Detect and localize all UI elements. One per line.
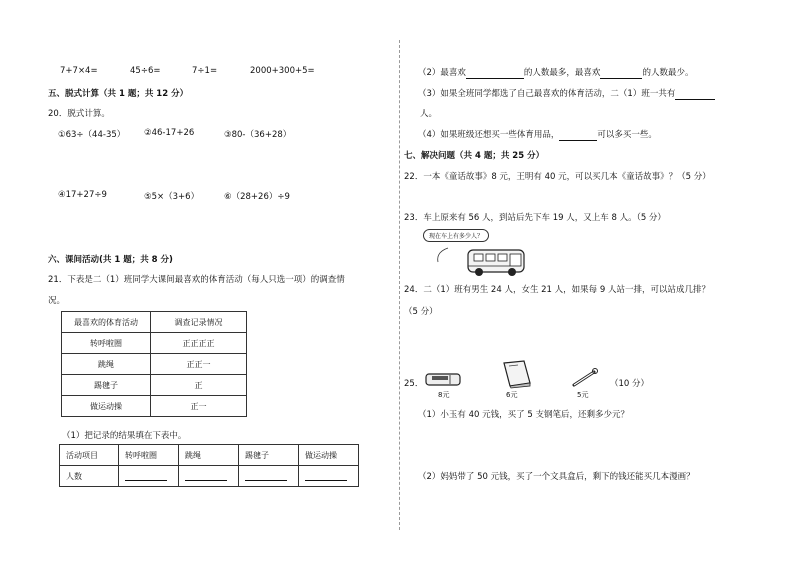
table-row — [62, 375, 247, 396]
q24-text-line1: 24．二（1）班有男生 24 人，女生 21 人，如果每 9 人站一排，可以站成几排？ — [404, 285, 710, 295]
table-header-cell: 做运动操 — [299, 445, 359, 466]
pencil-case-icon — [424, 369, 464, 389]
q21-sub4 — [418, 128, 657, 141]
table-header-cell: 调查记录情况 — [151, 312, 247, 333]
table-header-cell: 跳绳 — [179, 445, 239, 466]
column-divider — [399, 40, 400, 530]
table-cell: 做运动操 — [62, 396, 151, 417]
q21-sub3-text: （3）如果全班同学都选了自己最喜欢的体育活动，二（1）班一共有 — [418, 89, 676, 99]
q24-text-line2: （5 分） — [404, 307, 438, 317]
q25-label: 25． — [404, 379, 424, 389]
bus-icon — [432, 240, 542, 280]
table-cell: 正正正正 — [151, 333, 247, 354]
q21-sub2 — [418, 66, 693, 79]
table-header-cell: 最喜欢的体育活动 — [62, 312, 151, 333]
q21-sub2-text: 的人数最多，最喜欢 — [523, 68, 601, 78]
table-cell: 跳绳 — [62, 354, 151, 375]
q21-sub3 — [418, 87, 715, 100]
table-row — [62, 354, 247, 375]
answer-blank[interactable] — [466, 68, 524, 79]
q20-expr-2: ②46-17+26 — [144, 128, 195, 138]
q21-sub3-unit: 人。 — [420, 109, 438, 119]
section-6-title: 六、课间活动(共 1 题；共 8 分) — [48, 255, 173, 265]
q20-label: 20．脱式计算。 — [48, 109, 110, 119]
q22-text: 22．一本《童话故事》8 元，王明有 40 元，可以买几本《童话故事》？（5 分） — [404, 172, 711, 182]
comic-book-icon — [500, 359, 534, 389]
table-cell: 正 — [151, 375, 247, 396]
table-row — [62, 396, 247, 417]
table-header-row — [60, 445, 359, 466]
result-table — [59, 444, 359, 487]
calc-item-2: 45÷6= — [130, 66, 161, 76]
q20-expr-1: ①63÷（44-35） — [58, 130, 126, 140]
q21-text-line1: 21．下表是二（1）班同学大课间最喜欢的体育活动（每人只选一项）的调查情 — [48, 275, 345, 285]
q20-expr-3: ③80-（36+28） — [224, 130, 292, 140]
q25-sub2-text: （2）妈妈带了 50 元钱，买了一个文具盒后，剩下的钱还能买几本漫画？ — [418, 472, 695, 482]
q21-sub4-text: （4）如果班级还想买一些体育用品， — [418, 130, 560, 140]
q21-text-line2: 况。 — [48, 296, 66, 306]
table-header-row — [62, 312, 247, 333]
table-header-cell: 转呼啦圈 — [119, 445, 179, 466]
q20-expr-4: ④17+27÷9 — [58, 190, 107, 200]
q21-sub4-text: 可以多买一些。 — [597, 130, 657, 140]
calc-item-4: 2000+300+5= — [250, 66, 315, 76]
price-pencil-case: 8元 — [438, 391, 450, 399]
table-cell: 正一 — [151, 396, 247, 417]
table-row — [60, 466, 359, 487]
answer-blank[interactable] — [600, 68, 642, 79]
answer-blank[interactable] — [675, 89, 715, 100]
pen-icon — [570, 367, 600, 389]
price-comic-book: 6元 — [506, 391, 518, 399]
answer-blank[interactable] — [299, 466, 359, 487]
q25-sub1-text: （1）小玉有 40 元钱，买了 5 支钢笔后，还剩多少元？ — [418, 410, 629, 420]
table-cell: 转呼啦圈 — [62, 333, 151, 354]
table-header-cell: 踢毽子 — [239, 445, 299, 466]
speech-bubble-text: 现在车上有多少人？ — [429, 233, 484, 240]
q21-sub2-text: （2）最喜欢 — [418, 68, 466, 78]
answer-blank[interactable] — [559, 130, 597, 141]
q20-expr-5: ⑤5×（3+6） — [144, 192, 200, 202]
survey-table — [61, 311, 247, 417]
q25-score: （10 分） — [610, 379, 650, 389]
price-pen: 5元 — [577, 391, 589, 399]
calc-item-1: 7+7×4= — [60, 66, 98, 76]
answer-blank[interactable] — [179, 466, 239, 487]
section-5-title: 五、脱式计算（共 1 题；共 12 分） — [48, 89, 189, 99]
q23-text: 23．车上原来有 56 人，到站后先下车 19 人，又上车 8 人。（5 分） — [404, 213, 666, 223]
section-7-title: 七、解决问题（共 4 题；共 25 分） — [404, 151, 545, 161]
table-header-cell: 活动项目 — [60, 445, 119, 466]
table-cell: 踢毽子 — [62, 375, 151, 396]
calc-item-3: 7÷1= — [192, 66, 218, 76]
q20-expr-6: ⑥（28+26）÷9 — [224, 192, 290, 202]
table-row — [62, 333, 247, 354]
answer-blank[interactable] — [119, 466, 179, 487]
answer-blank[interactable] — [239, 466, 299, 487]
q21-sub1-text: （1）把记录的结果填在下表中。 — [62, 431, 187, 441]
q21-sub2-text: 的人数最少。 — [642, 68, 694, 78]
table-cell: 正正一 — [151, 354, 247, 375]
table-cell: 人数 — [60, 466, 119, 487]
